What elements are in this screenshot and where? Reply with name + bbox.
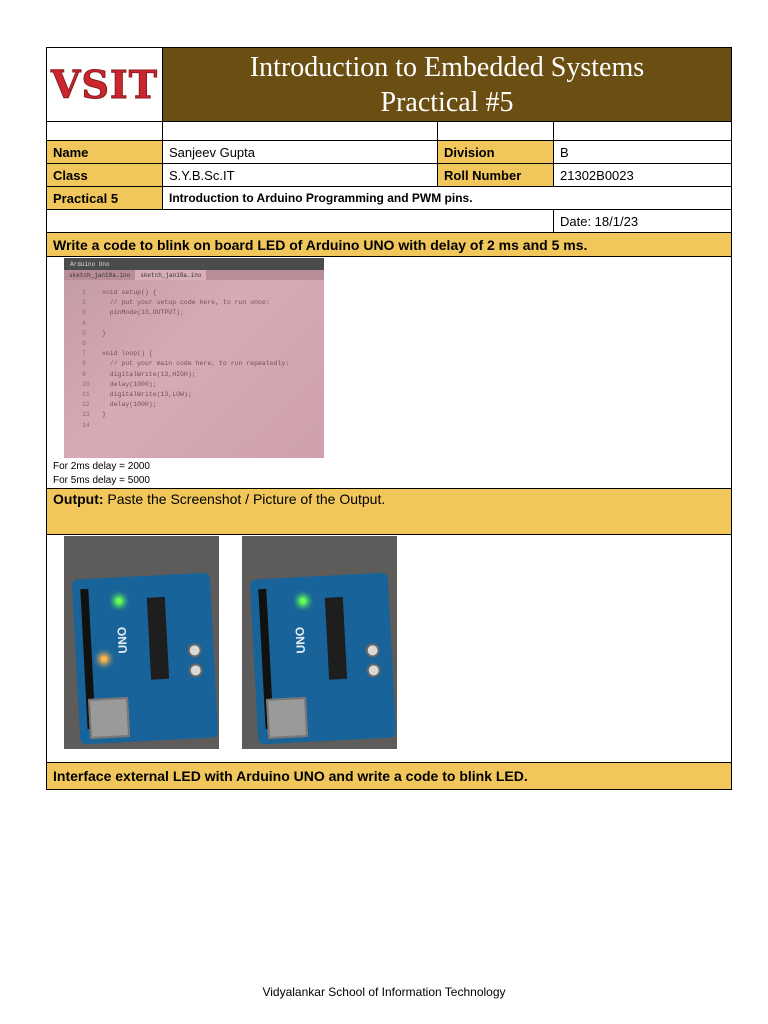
line-number: 9 [82, 370, 86, 378]
practical-row [47, 187, 731, 210]
practical-label: Practical 5 [47, 187, 163, 209]
line-number: 11 [82, 391, 90, 399]
line-number: 10 [82, 380, 90, 388]
task2-heading: Interface external LED with Arduino UNO and write a code to blink LED. [47, 763, 731, 789]
line-code: // put your setup code here, to run once: [102, 299, 270, 307]
class-value: S.Y.B.Sc.IT [163, 164, 438, 186]
output-photos [47, 535, 731, 763]
logo [47, 48, 163, 121]
line-number: 13 [82, 411, 90, 419]
delay-note-2ms: For 2ms delay = 2000 [53, 461, 150, 472]
line-number: 8 [82, 360, 86, 368]
line-code: } [102, 329, 106, 337]
division-label: Division [438, 141, 554, 163]
code-line [82, 421, 324, 431]
date-row [47, 210, 731, 233]
line-number: 3 [82, 309, 86, 317]
title-banner [163, 48, 731, 121]
practical-number: Practical #5 [380, 86, 514, 118]
practical-sheet [46, 47, 732, 790]
code-line [82, 349, 324, 359]
page-title: Introduction to Embedded Systems [249, 51, 645, 83]
line-number: 1 [82, 289, 86, 296]
line-code: digitalWrite(13,LOW); [102, 391, 192, 399]
line-number: 2 [82, 299, 86, 307]
board-label: UNO [292, 626, 309, 654]
line-number: 12 [82, 401, 90, 409]
header [47, 48, 731, 122]
code-line [82, 339, 324, 349]
board-label: UNO [114, 626, 131, 654]
practical-value: Introduction to Arduino Programming and PWM pins. [169, 191, 473, 205]
ide-tab: sketch_jan18a.ino [69, 272, 131, 279]
date-value: Date: 18/1/23 [560, 213, 639, 229]
division-value: B [560, 144, 569, 160]
code-section [47, 257, 731, 489]
code-line [82, 288, 324, 298]
code-line [82, 329, 324, 339]
spacer-row [47, 122, 731, 141]
arduino-photo-led-off [242, 536, 397, 749]
line-code: void setup() { [102, 289, 157, 296]
code-line [82, 400, 324, 410]
code-line [82, 370, 324, 380]
class-label: Class [47, 164, 163, 186]
code-line [82, 410, 324, 420]
class-row [47, 164, 731, 187]
line-code: delay(1000); [102, 401, 157, 409]
line-code: digitalWrite(13,HIGH); [102, 370, 196, 378]
line-number: 4 [82, 319, 86, 327]
code-line [82, 380, 324, 390]
footer: Vidyalankar School of Information Technology [262, 985, 506, 999]
logo-text: VSIT [51, 62, 158, 107]
roll-number-label: Roll Number [438, 164, 554, 186]
code-line [82, 359, 324, 369]
power-led [116, 598, 122, 604]
ide-tab: sketch_jan18a.ino [135, 270, 206, 280]
task1-heading: Write a code to blink on board LED of Arduino UNO with delay of 2 ms and 5 ms. [47, 233, 731, 257]
arduino-photo-led-on [64, 536, 219, 749]
onboard-led-lit [101, 656, 107, 662]
arduino-board [72, 573, 218, 745]
line-number: 5 [82, 329, 86, 337]
power-led [300, 598, 306, 604]
code-line [82, 319, 324, 329]
code-line [82, 390, 324, 400]
code-line [82, 308, 324, 318]
arduino-board [250, 573, 396, 745]
code-lines [64, 280, 324, 431]
output-instruction: Paste the Screenshot / Picture of the Output. [107, 491, 386, 507]
line-code: } [102, 411, 106, 419]
line-code: // put your main code here, to run repeatedly: [102, 360, 290, 368]
line-number: 7 [82, 350, 86, 358]
roll-number-value: 21302B0023 [560, 167, 634, 183]
output-band [47, 489, 731, 535]
code-line [82, 298, 324, 308]
name-label: Name [47, 141, 163, 163]
code-screenshot [64, 258, 324, 458]
ide-window-title: Arduino Uno [70, 260, 110, 268]
line-number: 14 [82, 421, 90, 429]
delay-note-5ms: For 5ms delay = 5000 [53, 475, 150, 486]
line-code: pinMode(13,OUTPUT); [102, 309, 184, 317]
output-label: Output: [53, 491, 104, 507]
line-number: 6 [82, 340, 86, 348]
line-code: void loop() { [102, 350, 153, 358]
line-code: delay(1000); [102, 380, 157, 388]
name-row [47, 141, 731, 164]
name-value: Sanjeev Gupta [163, 141, 438, 163]
